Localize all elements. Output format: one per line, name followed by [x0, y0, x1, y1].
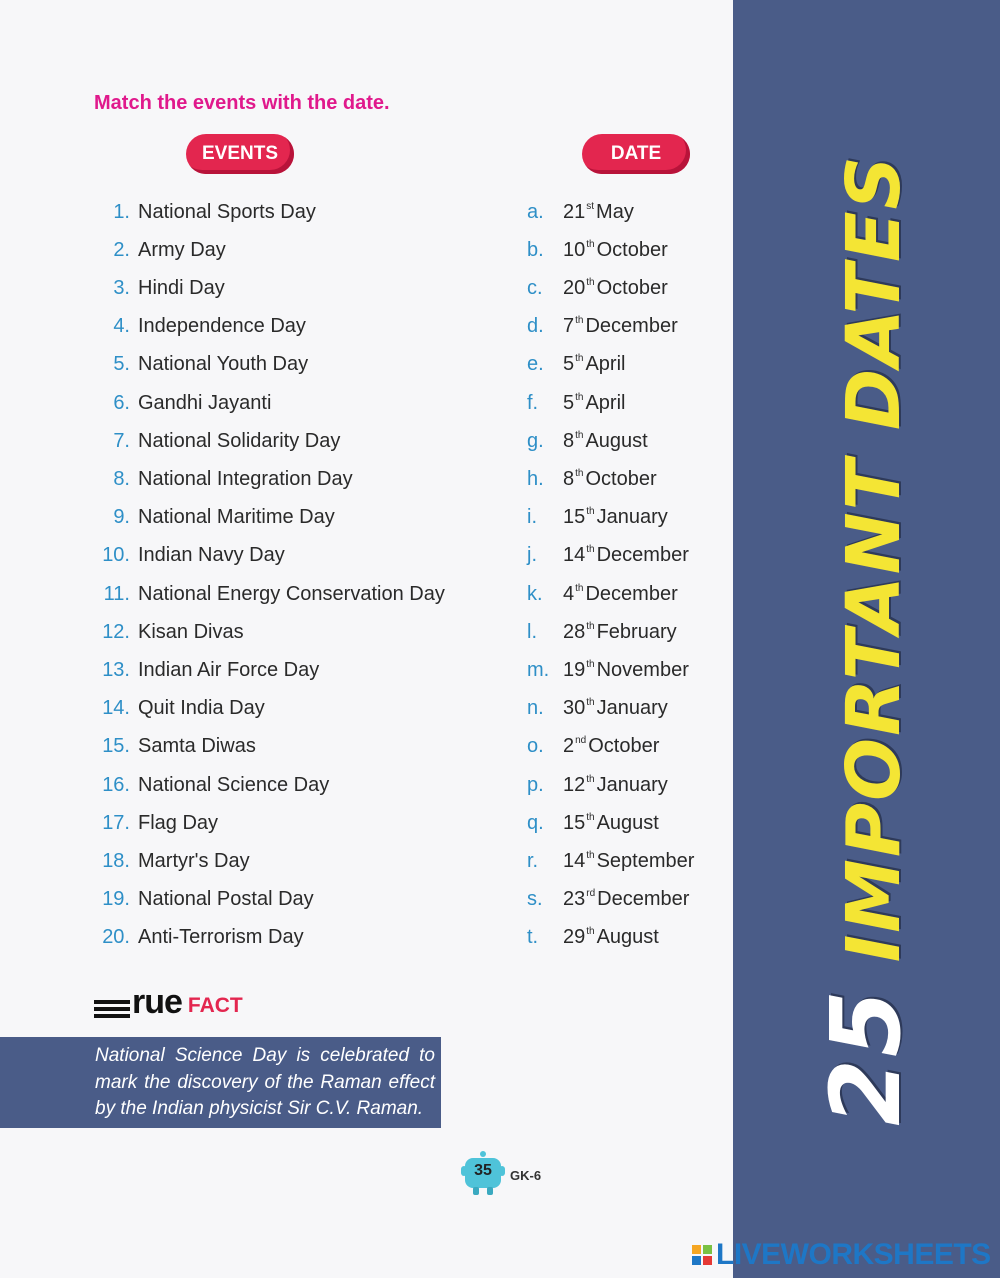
event-number: 1.: [113, 200, 130, 223]
date-value: [563, 659, 689, 682]
event-item: [94, 655, 319, 685]
date-ordinal-suffix: th: [586, 926, 595, 938]
date-item: [527, 273, 668, 303]
event-number: 3.: [113, 276, 130, 299]
date-day: 5: [563, 353, 575, 376]
date-ordinal-suffix: nd: [575, 735, 587, 747]
true-fact-t-mark: [94, 1000, 130, 1018]
date-day: 2: [563, 735, 575, 758]
date-ordinal-suffix: th: [575, 315, 584, 327]
date-item: [527, 235, 668, 265]
date-month: January: [596, 506, 668, 529]
event-item: [94, 312, 306, 342]
date-item: [527, 579, 678, 609]
date-letter: i.: [527, 506, 537, 529]
date-value: [563, 583, 678, 606]
liveworksheets-logo-icon: [692, 1245, 712, 1265]
date-letter: g.: [527, 429, 544, 452]
date-value: [563, 544, 689, 567]
date-ordinal-suffix: th: [586, 773, 595, 785]
liveworksheets-watermark: [692, 1238, 991, 1272]
side-title-words: IMPORTANT DATES: [831, 154, 917, 963]
instruction-text: Match the events with the date.: [94, 92, 390, 114]
event-name: National Sports Day: [138, 200, 316, 223]
date-letter: p.: [527, 773, 544, 796]
date-item: [527, 350, 625, 380]
event-name: Flag Day: [138, 811, 219, 834]
event-name: National Postal Day: [138, 888, 314, 911]
date-month: October: [585, 467, 657, 490]
date-letter: s.: [527, 888, 543, 911]
date-day: 15: [563, 811, 586, 834]
event-number: 9.: [113, 506, 130, 529]
date-month: December: [585, 315, 678, 338]
event-number: 20.: [102, 926, 130, 949]
date-letter: e.: [527, 353, 544, 376]
event-number: 12.: [102, 620, 130, 643]
date-value: [563, 774, 668, 797]
date-item: [527, 312, 678, 342]
date-ordinal-suffix: th: [586, 658, 595, 670]
date-day: 8: [563, 429, 575, 452]
date-letter: b.: [527, 238, 544, 261]
date-value: [563, 201, 634, 224]
date-value: [563, 812, 659, 835]
date-item: [527, 846, 694, 876]
event-number: 19.: [102, 888, 130, 911]
event-name: Indian Air Force Day: [138, 658, 320, 681]
date-letter: n.: [527, 697, 544, 720]
event-number: 10.: [102, 544, 130, 567]
event-number: 14.: [102, 697, 130, 720]
date-ordinal-suffix: th: [586, 544, 595, 556]
event-name: National Youth Day: [138, 353, 309, 376]
date-ordinal-suffix: th: [586, 276, 595, 288]
date-letter: o.: [527, 735, 544, 758]
date-item: [527, 426, 648, 456]
true-fact-logo: [94, 983, 243, 1021]
date-month: May: [596, 200, 634, 223]
event-item: [94, 923, 304, 953]
date-day: 20: [563, 276, 586, 299]
date-ordinal-suffix: th: [575, 391, 584, 403]
event-name: Quit India Day: [138, 697, 265, 720]
date-month: October: [596, 238, 668, 261]
date-item: [527, 923, 659, 953]
event-number: 8.: [113, 467, 130, 490]
page-number: 35: [474, 1162, 492, 1179]
date-value: [563, 697, 668, 720]
date-month: August: [585, 429, 648, 452]
date-item: [527, 617, 677, 647]
date-value: [563, 621, 677, 644]
date-item: [527, 503, 668, 533]
event-item: [94, 503, 335, 533]
date-ordinal-suffix: th: [575, 429, 584, 441]
date-value: [563, 239, 668, 262]
events-heading: EVENTS: [186, 134, 294, 174]
date-month: August: [596, 926, 659, 949]
event-name: Kisan Divas: [138, 620, 244, 643]
event-name: Army Day: [138, 238, 226, 261]
event-number: 7.: [113, 429, 130, 452]
event-name: Indian Navy Day: [138, 544, 285, 567]
date-letter: h.: [527, 467, 544, 490]
date-ordinal-suffix: th: [575, 353, 584, 365]
date-item: [527, 770, 668, 800]
date-ordinal-suffix: th: [586, 697, 595, 709]
date-letter: k.: [527, 582, 543, 605]
date-month: December: [585, 582, 678, 605]
event-number: 17.: [102, 811, 130, 834]
date-month: August: [596, 811, 659, 834]
date-day: 23: [563, 888, 586, 911]
event-item: [94, 885, 314, 915]
event-item: [94, 464, 353, 494]
date-month: November: [596, 658, 689, 681]
date-day: 14: [563, 544, 586, 567]
event-number: 4.: [113, 315, 130, 338]
date-day: 10: [563, 238, 586, 261]
date-month: February: [596, 620, 677, 643]
date-month: October: [588, 735, 660, 758]
event-item: [94, 541, 285, 571]
event-item: [94, 426, 340, 456]
date-month: December: [596, 544, 689, 567]
date-letter: j.: [527, 544, 537, 567]
event-name: National Solidarity Day: [138, 429, 341, 452]
date-value: [563, 850, 694, 873]
date-value: [563, 392, 625, 415]
date-letter: m.: [527, 658, 550, 681]
date-day: 30: [563, 697, 586, 720]
date-item: [527, 694, 668, 724]
event-name: Hindi Day: [138, 276, 225, 299]
date-ordinal-suffix: th: [586, 238, 595, 250]
event-item: [94, 388, 271, 418]
date-month: October: [596, 276, 668, 299]
event-name: Martyr's Day: [138, 849, 250, 872]
date-day: 12: [563, 773, 586, 796]
date-day: 29: [563, 926, 586, 949]
event-number: 6.: [113, 391, 130, 414]
event-item: [94, 350, 308, 380]
event-item: [94, 579, 445, 609]
true-fact-logo-word: rue: [132, 983, 182, 1021]
date-month: December: [597, 888, 690, 911]
date-value: [563, 735, 659, 758]
date-letter: f.: [527, 391, 539, 414]
date-day: 4: [563, 582, 575, 605]
event-item: [94, 617, 244, 647]
event-number: 18.: [102, 849, 130, 872]
date-ordinal-suffix: th: [586, 811, 595, 823]
date-value: [563, 277, 668, 300]
event-number: 15.: [102, 735, 130, 758]
event-item: [94, 197, 316, 227]
event-number: 11.: [103, 582, 130, 605]
date-day: 5: [563, 391, 575, 414]
date-ordinal-suffix: th: [586, 620, 595, 632]
date-month: January: [596, 697, 668, 720]
event-name: Gandhi Jayanti: [138, 391, 272, 414]
date-day: 8: [563, 467, 575, 490]
date-value: [563, 468, 657, 491]
event-number: 5.: [113, 353, 130, 376]
date-item: [527, 388, 625, 418]
date-heading: DATE: [582, 134, 690, 174]
date-letter: l.: [527, 620, 537, 643]
date-month: September: [596, 849, 695, 872]
date-value: [563, 353, 625, 376]
event-name: National Energy Conservation Day: [138, 582, 445, 605]
event-item: [94, 732, 256, 762]
date-ordinal-suffix: st: [586, 200, 595, 212]
date-ordinal-suffix: th: [575, 467, 584, 479]
date-item: [527, 197, 634, 227]
event-item: [94, 846, 250, 876]
date-ordinal-suffix: rd: [586, 888, 596, 900]
event-number: 13.: [102, 658, 130, 681]
event-item: [94, 235, 226, 265]
true-fact-logo-tag: FACT: [187, 994, 243, 1017]
true-fact-box: [0, 1037, 441, 1128]
date-letter: a.: [527, 200, 544, 223]
date-letter: d.: [527, 315, 544, 338]
date-month: April: [585, 353, 626, 376]
date-item: [527, 808, 659, 838]
event-name: National Integration Day: [138, 467, 353, 490]
date-value: [563, 506, 668, 529]
side-title-number: 25: [810, 988, 922, 1126]
date-day: 28: [563, 620, 586, 643]
date-day: 7: [563, 315, 575, 338]
event-item: [94, 694, 265, 724]
date-month: January: [596, 773, 668, 796]
date-value: [563, 430, 648, 453]
date-letter: q.: [527, 811, 544, 834]
event-name: National Maritime Day: [138, 506, 335, 529]
true-fact-text: National Science Day is celebrated to mark the discovery of the Raman effect by the Indian physicist Sir C.V. Raman.: [95, 1045, 435, 1119]
date-value: [563, 888, 689, 911]
date-letter: c.: [527, 276, 543, 299]
date-letter: r.: [527, 849, 539, 872]
event-number: 16.: [102, 773, 130, 796]
date-day: 14: [563, 849, 586, 872]
event-name: Samta Diwas: [138, 735, 256, 758]
date-item: [527, 541, 689, 571]
date-ordinal-suffix: th: [586, 849, 595, 861]
date-month: April: [585, 391, 626, 414]
event-name: Anti-Terrorism Day: [138, 926, 304, 949]
liveworksheets-text: LIVEWORKSHEETS: [716, 1238, 991, 1271]
date-value: [563, 315, 678, 338]
event-name: Independence Day: [138, 315, 306, 338]
date-day: 21: [563, 200, 586, 223]
date-item: [527, 464, 657, 494]
event-item: [94, 273, 225, 303]
date-value: [563, 926, 659, 949]
date-item: [527, 885, 689, 915]
event-number: 2.: [113, 238, 130, 261]
event-item: [94, 770, 329, 800]
date-day: 15: [563, 506, 586, 529]
date-day: 19: [563, 658, 586, 681]
event-name: National Science Day: [138, 773, 330, 796]
book-code: GK-6: [510, 1168, 542, 1183]
date-ordinal-suffix: th: [586, 506, 595, 518]
date-ordinal-suffix: th: [575, 582, 584, 594]
date-item: [527, 655, 689, 685]
date-item: [527, 732, 659, 762]
date-letter: t.: [527, 926, 539, 949]
side-title: [810, 154, 922, 1126]
event-item: [94, 808, 218, 838]
